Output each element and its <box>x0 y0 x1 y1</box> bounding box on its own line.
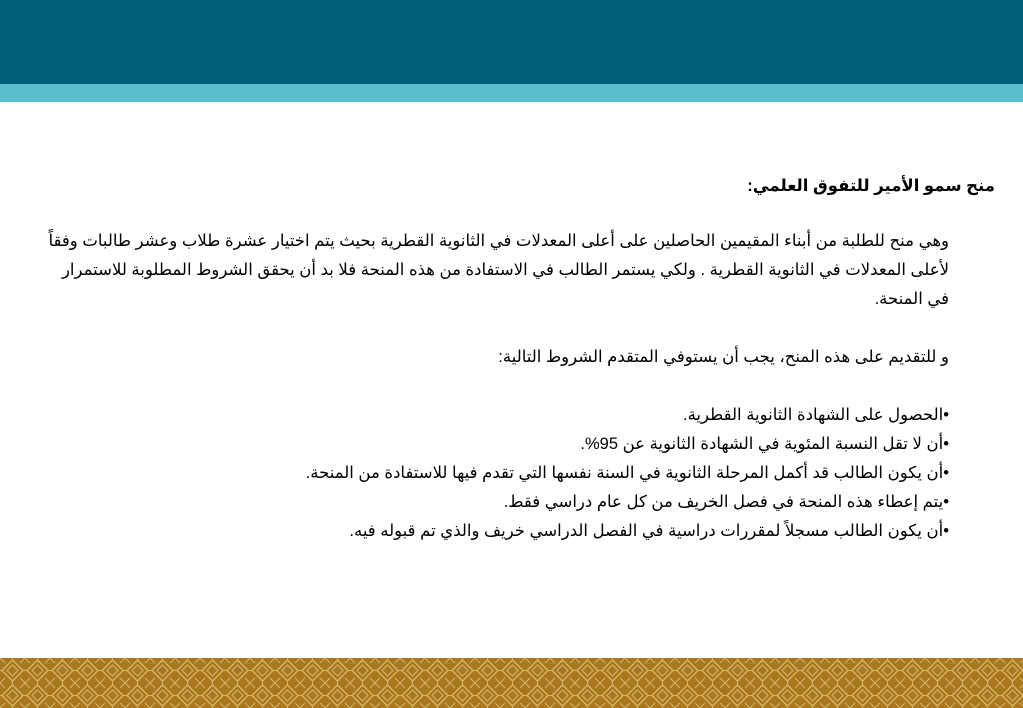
condition-item: •يتم إعطاء هذه المنحة في فصل الخريف من كل عام دراسي فقط. <box>503 493 949 511</box>
spacer <box>45 314 995 343</box>
conditions-list <box>45 401 995 546</box>
spacer <box>45 372 995 401</box>
condition-item: •الحصول على الشهادة الثانوية القطرية. <box>682 406 949 424</box>
condition-item: •أن يكون الطالب قد أكمل المرحلة الثانوية في السنة نفسها التي تقدم فيها للاستفادة من المنحة. <box>305 464 949 482</box>
decorative-pattern-band <box>0 658 1023 708</box>
condition-item: •أن يكون الطالب مسجلاً لمقررات دراسية في الفصل الدراسي خريف والذي تم قبوله فيه. <box>349 522 949 540</box>
header-band <box>0 0 1023 84</box>
header-stripe <box>0 84 1023 102</box>
conditions-intro: و للتقديم على هذه المنح، يجب أن يستوفي المتقدم الشروط التالية: <box>498 348 949 366</box>
slide-content <box>45 172 995 546</box>
description-paragraph: وهي منح للطلبة من أبناء المقيمين الحاصلين على أعلى المعدلات في الثانوية القطرية بحيث يتم اختيار عشرة طلاب وعشر طالبات وفقاً لأعلى المعدلات في الثانوية القطرية . ولكي يستمر الطالب في الاستفادة من هذه المنحة فلا بد أن يحقق الشروط المطلوبة للاستمرار في المنحة. <box>48 232 949 308</box>
condition-item: •أن لا تقل النسبة المئوية في الشهادة الثانوية عن 95%. <box>580 435 949 453</box>
slide-title: منح سمو الأمير للتفوق العلمي: <box>747 177 995 195</box>
